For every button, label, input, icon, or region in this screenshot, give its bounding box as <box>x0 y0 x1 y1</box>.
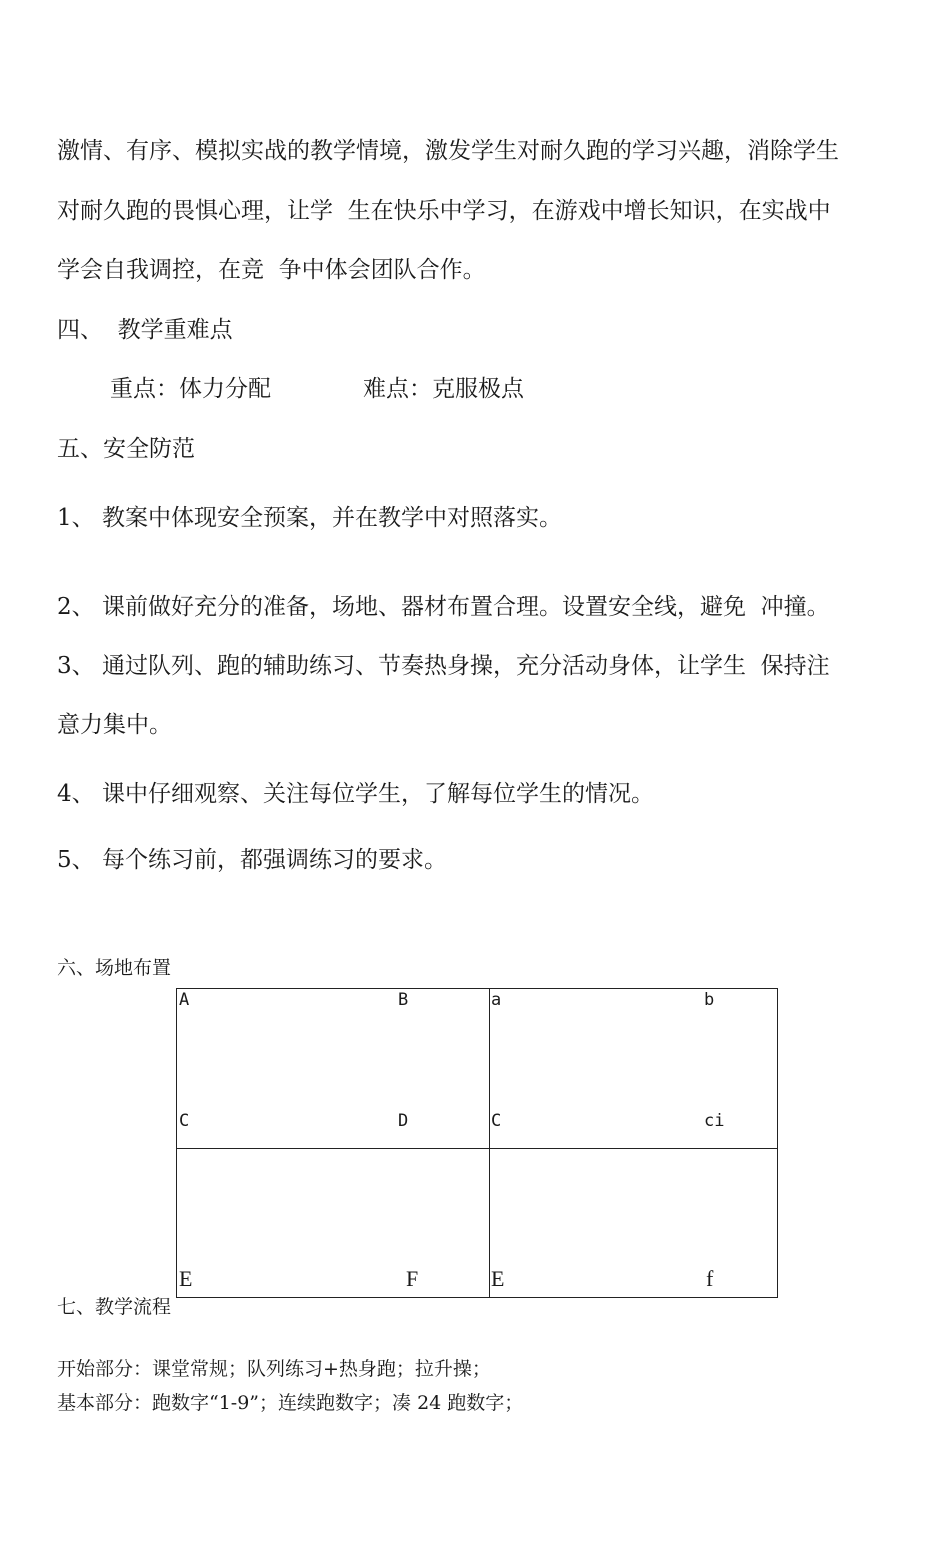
keypoints-row <box>110 378 524 401</box>
point-label-ci: ci <box>704 1111 725 1131</box>
field-horizontal-divider <box>177 1148 777 1149</box>
section-heading-7: 七、教学流程 <box>57 1296 172 1318</box>
point-label-D: D <box>398 1111 409 1131</box>
flow-start-part: 开始部分：课堂常规；队列练习+热身跑；拉升操； <box>57 1358 491 1380</box>
field-layout-diagram <box>176 988 778 1298</box>
point-label-b: b <box>704 990 715 1010</box>
point-label-C-left: C <box>179 1111 190 1131</box>
point-label-E-left: E <box>179 1266 193 1291</box>
safety-item-1: 1、 教案中体现安全预案，并在教学中对照落实。 <box>57 505 562 531</box>
section-heading-5: 五、安全防范 <box>57 436 195 462</box>
safety-item-4: 4、 课中仔细观察、关注每位学生，了解每位学生的情况。 <box>57 781 654 807</box>
section-heading-6: 六、场地布置 <box>57 957 172 979</box>
difficulty-text: 难点：克服极点 <box>363 376 524 402</box>
point-label-E-right: E <box>491 1266 505 1291</box>
point-label-F: F <box>406 1266 419 1291</box>
paragraph-line-2: 对耐久跑的畏惧心理，让学 生在快乐中学习，在游戏中增长知识，在实战中 <box>57 198 831 224</box>
point-label-A: A <box>179 990 190 1010</box>
point-label-B: B <box>398 990 409 1010</box>
flow-basic-part: 基本部分：跑数字“1-9”；连续跑数字；凑 24 跑数字； <box>57 1392 524 1414</box>
safety-item-3-continued: 意力集中。 <box>57 712 172 738</box>
section-heading-4: 四、 教学重难点 <box>57 317 233 343</box>
field-vertical-divider <box>489 989 490 1297</box>
safety-item-2: 2、 课前做好充分的准备，场地、器材布置合理。设置安全线，避免 冲撞。 <box>57 594 830 620</box>
paragraph-line-3: 学会自我调控，在竞 争中体会团队合作。 <box>57 257 486 283</box>
paragraph-line-1: 激情、有序、模拟实战的教学情境，激发学生对耐久跑的学习兴趣，消除学生 <box>57 138 839 164</box>
keypoint-text: 重点：体力分配 <box>110 376 271 402</box>
safety-item-3: 3、 通过队列、跑的辅助练习、节奏热身操，充分活动身体，让学生 保持注 <box>57 653 830 679</box>
point-label-f: f <box>706 1266 714 1291</box>
point-label-a: a <box>491 990 502 1010</box>
point-label-C-right: C <box>491 1111 502 1131</box>
safety-item-5: 5、 每个练习前，都强调练习的要求。 <box>57 847 447 873</box>
